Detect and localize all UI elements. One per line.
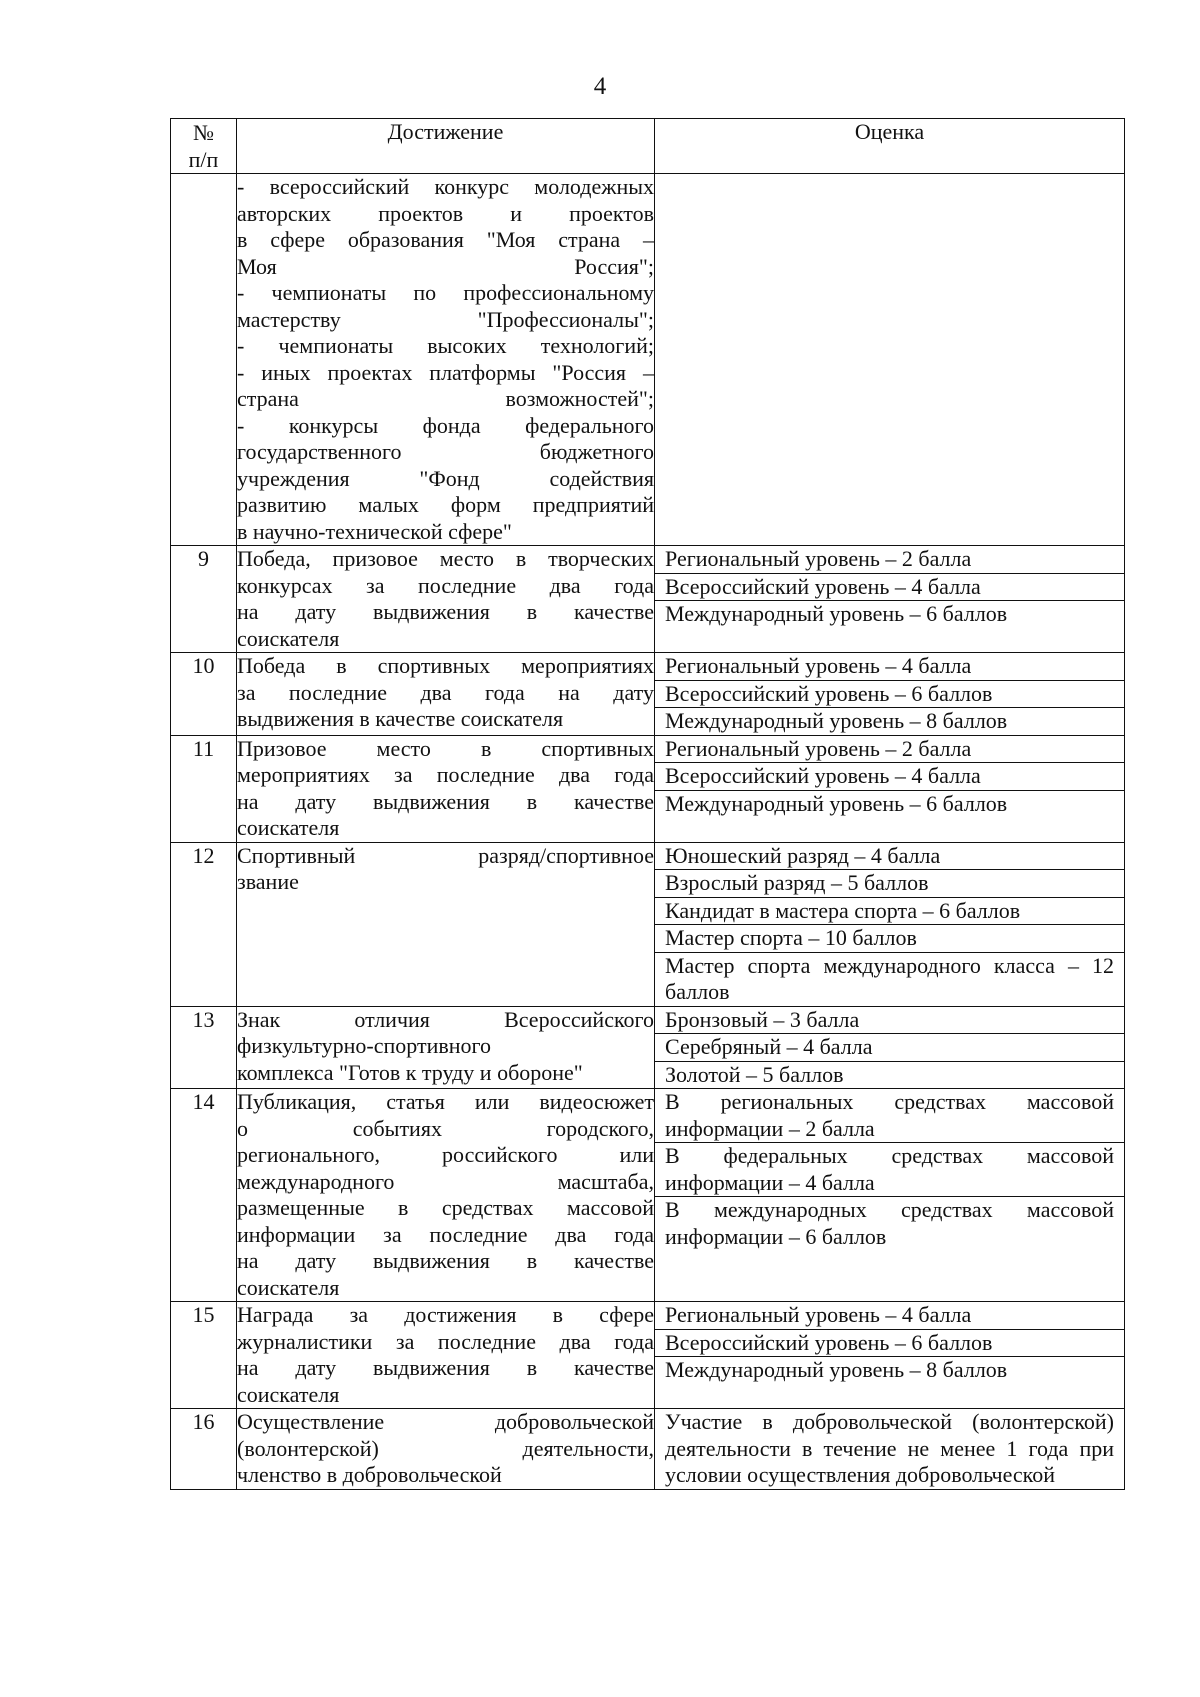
text-line: страна возможностей"; <box>237 386 654 411</box>
text-line: членство в добровольческой <box>237 1462 502 1487</box>
continuation-number-cell <box>171 174 237 546</box>
text-line: баллов <box>665 979 730 1004</box>
score-item <box>655 1007 1124 1035</box>
score-item <box>655 736 1124 764</box>
text-line: соискателя <box>237 1381 340 1407</box>
text-line: выдвижения в качестве соискателя <box>237 706 564 731</box>
text-line: - чемпионаты по профессиональному <box>237 280 654 305</box>
table-row <box>171 546 1125 653</box>
text-line: (волонтерской) деятельности, <box>237 1435 654 1461</box>
score-cell <box>655 1089 1125 1302</box>
text-line: учреждения "Фонд содействия <box>237 465 654 491</box>
text-line: Региональный уровень – 2 балла <box>665 546 972 571</box>
table-row <box>171 1089 1125 1302</box>
text-line: на дату выдвижения в качестве <box>237 788 654 814</box>
table-header-row <box>171 119 1125 174</box>
text-line: Награда за достижения в сфере <box>237 1302 654 1327</box>
text-line: на дату выдвижения в качестве <box>237 1355 654 1380</box>
row-number: 12 <box>171 842 237 1006</box>
text-line: Всероссийский уровень – 6 баллов <box>665 680 993 706</box>
text-line: - иных проектах платформы "Россия – <box>237 359 654 385</box>
text-line: за последние два года на дату <box>237 679 654 705</box>
text-line: Публикация, статья или видеосюжет <box>237 1089 654 1114</box>
text-line: Осуществление добровольческой <box>237 1409 654 1434</box>
text-line: физкультурно-спортивного <box>237 1033 491 1058</box>
text-line: Знак отличия Всероссийского <box>237 1006 654 1032</box>
achievement-cell <box>237 1302 655 1409</box>
text-line: - всероссийский конкурс молодежных <box>237 174 654 199</box>
text-line: Взрослый разряд – 5 баллов <box>665 870 929 895</box>
table-row <box>171 1409 1125 1490</box>
score-item <box>655 1089 1124 1143</box>
score-item <box>655 898 1124 926</box>
score-item <box>655 1330 1124 1358</box>
text-line: соискателя <box>237 625 340 651</box>
score-item <box>655 953 1124 1006</box>
text-line: Золотой – 5 баллов <box>665 1061 844 1087</box>
text-line: на дату выдвижения в качестве <box>237 599 654 624</box>
text-line: Международный уровень – 6 баллов <box>665 790 1008 816</box>
header-number-line1: № <box>193 120 214 145</box>
achievement-cell <box>237 1006 655 1089</box>
page-number: 4 <box>593 73 607 100</box>
achievement-cell <box>237 1089 655 1302</box>
achievements-table <box>170 118 1125 1490</box>
text-line: конкурсах за последние два года <box>237 572 654 598</box>
text-line: государственного бюджетного <box>237 439 654 464</box>
text-line: журналистики за последние два года <box>237 1328 654 1354</box>
score-item <box>655 1062 1124 1089</box>
score-item <box>655 1302 1124 1330</box>
score-item <box>655 1409 1124 1489</box>
text-line: Мастер спорта – 10 баллов <box>665 925 917 950</box>
row-number: 9 <box>171 546 237 653</box>
score-item <box>655 1197 1124 1250</box>
text-line: размещенные в средствах массовой <box>237 1195 654 1220</box>
text-line: информации – 4 балла <box>665 1169 875 1195</box>
text-line: Всероссийский уровень – 6 баллов <box>665 1329 993 1355</box>
score-item <box>655 791 1124 818</box>
text-line: регионального, российского или <box>237 1142 654 1167</box>
text-line: - чемпионаты высоких технологий; <box>237 333 654 358</box>
achievement-cell <box>237 1409 655 1490</box>
header-score: Оценка <box>655 119 1125 174</box>
text-line: международного масштаба, <box>237 1168 654 1194</box>
text-line: Бронзовый – 3 балла <box>665 1006 860 1032</box>
text-line: Всероссийский уровень – 4 балла <box>665 573 981 599</box>
table-row <box>171 842 1125 1006</box>
header-number-line2: п/п <box>188 147 219 172</box>
score-item <box>655 1143 1124 1197</box>
text-line: в сфере образования "Моя страна – <box>237 227 654 252</box>
text-line: информации – 6 баллов <box>665 1223 887 1249</box>
row-number: 16 <box>171 1409 237 1490</box>
score-cell <box>655 842 1125 1006</box>
text-line: Победа, призовое место в творческих <box>237 546 654 571</box>
row-number: 10 <box>171 653 237 736</box>
score-item <box>655 925 1124 953</box>
score-item <box>655 546 1124 574</box>
continuation-row <box>171 174 1125 546</box>
text-line: Мастер спорта международного класса – 12 <box>665 952 1114 978</box>
header-achievement: Достижение <box>237 119 655 174</box>
table-row <box>171 653 1125 736</box>
score-cell <box>655 1006 1125 1089</box>
table-row <box>171 1006 1125 1089</box>
score-cell <box>655 546 1125 653</box>
score-cell <box>655 735 1125 842</box>
text-line: В региональных средствах массовой <box>665 1089 1114 1114</box>
score-item <box>655 708 1124 735</box>
text-line: Региональный уровень – 2 балла <box>665 735 972 761</box>
text-line: условии осуществления добровольческой <box>665 1462 1055 1487</box>
text-line: Серебряный – 4 балла <box>665 1034 873 1059</box>
text-line: Региональный уровень – 4 балла <box>665 653 972 678</box>
text-line: Участие в добровольческой (волонтерской) <box>665 1409 1114 1434</box>
text-line: информации за последние два года <box>237 1221 654 1247</box>
score-cell <box>655 653 1125 736</box>
text-line: Победа в спортивных мероприятиях <box>237 653 654 678</box>
achievement-cell <box>237 842 655 1006</box>
text-line: Юношеский разряд – 4 балла <box>665 842 941 868</box>
score-item <box>655 843 1124 871</box>
row-number: 14 <box>171 1089 237 1302</box>
text-line: соискателя <box>237 1274 340 1300</box>
text-line: комплекса "Готов к труду и обороне" <box>237 1059 583 1085</box>
score-item <box>655 681 1124 709</box>
row-number: 11 <box>171 735 237 842</box>
text-line: Международный уровень – 8 баллов <box>665 1357 1008 1382</box>
text-line: развитию малых форм предприятий <box>237 492 654 517</box>
continuation-achievement-cell <box>237 174 655 546</box>
text-line: - конкурсы фонда федерального <box>237 412 654 438</box>
table-row <box>171 735 1125 842</box>
achievement-cell <box>237 546 655 653</box>
score-item <box>655 1357 1124 1384</box>
text-line: Всероссийский уровень – 4 балла <box>665 763 981 788</box>
text-line: мастерству "Профессионалы"; <box>237 306 654 332</box>
score-cell <box>655 1302 1125 1409</box>
text-line: авторских проектов и проектов <box>237 200 654 226</box>
text-line: мероприятиях за последние два года <box>237 762 654 787</box>
text-line: о событиях городского, <box>237 1115 654 1141</box>
table-row <box>171 1302 1125 1409</box>
score-item <box>655 601 1124 628</box>
text-line: соискателя <box>237 815 340 840</box>
text-line: информации – 2 балла <box>665 1115 875 1141</box>
text-line: В международных средствах массовой <box>665 1197 1114 1222</box>
text-line: В федеральных средствах массовой <box>665 1143 1114 1168</box>
header-number <box>171 119 237 174</box>
text-line: Спортивный разряд/спортивное <box>237 842 654 868</box>
score-item <box>655 574 1124 602</box>
continuation-score-cell <box>655 174 1125 546</box>
text-line: звание <box>237 869 299 894</box>
score-item <box>655 763 1124 791</box>
text-line: Моя Россия"; <box>237 253 654 279</box>
text-line: Кандидат в мастера спорта – 6 баллов <box>665 897 1021 923</box>
score-cell <box>655 1409 1125 1490</box>
text-line: в научно-технической сфере" <box>237 518 512 544</box>
score-item <box>655 1034 1124 1062</box>
score-item <box>655 653 1124 681</box>
text-line: Региональный уровень – 4 балла <box>665 1302 972 1327</box>
row-number: 15 <box>171 1302 237 1409</box>
text-line: на дату выдвижения в качестве <box>237 1248 654 1273</box>
row-number: 13 <box>171 1006 237 1089</box>
score-item <box>655 870 1124 898</box>
text-line: Призовое место в спортивных <box>237 735 654 761</box>
achievement-cell <box>237 653 655 736</box>
text-line: Международный уровень – 6 баллов <box>665 601 1008 626</box>
achievement-cell <box>237 735 655 842</box>
text-line: Международный уровень – 8 баллов <box>665 708 1008 733</box>
text-line: деятельности в течение не менее 1 года при <box>665 1435 1114 1461</box>
